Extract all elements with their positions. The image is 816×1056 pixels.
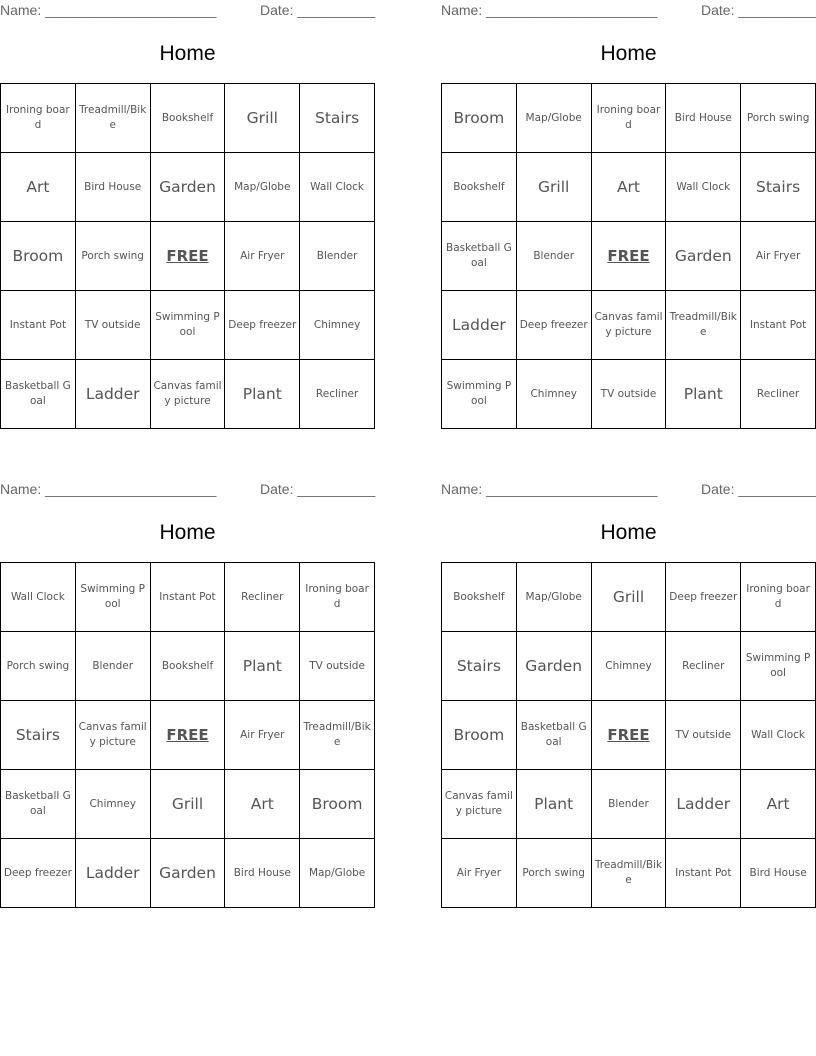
grid-row (1, 770, 375, 839)
bingo-card (0, 479, 375, 911)
card-title: Home (159, 521, 216, 544)
bingo-cell: Bookshelf (442, 563, 517, 632)
date-field-label: Date: __________ (701, 2, 816, 18)
bingo-cell: Plant (666, 360, 741, 429)
bingo-cell: Ladder (75, 839, 150, 908)
bingo-cell: Air Fryer (741, 222, 816, 291)
bingo-cell: Chimney (591, 632, 666, 701)
bingo-cell: Map/Globe (300, 839, 375, 908)
date-field-label: Date: __________ (701, 481, 816, 497)
grid-row (1, 563, 375, 632)
bingo-cell: Basketball Goal (516, 701, 591, 770)
bingo-card (441, 479, 816, 911)
bingo-cell: Bird House (75, 153, 150, 222)
bingo-card (0, 0, 375, 432)
bingo-cell: Swimming Pool (75, 563, 150, 632)
bingo-cell: Porch swing (741, 84, 816, 153)
bingo-cell: Air Fryer (225, 701, 300, 770)
grid-row (442, 701, 816, 770)
free-space: FREE (150, 701, 225, 770)
free-space: FREE (150, 222, 225, 291)
bingo-cell: Porch swing (516, 839, 591, 908)
grid-row (442, 84, 816, 153)
bingo-card (441, 0, 816, 432)
bingo-cell: Air Fryer (442, 839, 517, 908)
bingo-cell: Grill (516, 153, 591, 222)
bingo-cell: Canvas family picture (75, 701, 150, 770)
bingo-cell: Art (591, 153, 666, 222)
bingo-cell: TV outside (300, 632, 375, 701)
bingo-cell: Instant Pot (666, 839, 741, 908)
bingo-cell: Wall Clock (741, 701, 816, 770)
free-space: FREE (591, 222, 666, 291)
grid-row (442, 360, 816, 429)
bingo-cell: Garden (516, 632, 591, 701)
bingo-cell: Blender (300, 222, 375, 291)
bingo-cell: Blender (75, 632, 150, 701)
bingo-cell: TV outside (666, 701, 741, 770)
bingo-cell: Swimming Pool (741, 632, 816, 701)
grid-row (442, 632, 816, 701)
name-date-row (0, 481, 375, 499)
bingo-cell: Basketball Goal (442, 222, 517, 291)
grid-row (1, 360, 375, 429)
bingo-cell: Treadmill/Bike (300, 701, 375, 770)
bingo-cell: Map/Globe (516, 84, 591, 153)
bingo-cell: Basketball Goal (1, 770, 76, 839)
bingo-cell: Swimming Pool (150, 291, 225, 360)
bingo-grid (441, 562, 816, 908)
name-field-label: Name: ______________________ (0, 2, 217, 18)
bingo-cell: Porch swing (1, 632, 76, 701)
grid-row (442, 770, 816, 839)
bingo-cell: Ironing board (591, 84, 666, 153)
bingo-cell: Bookshelf (442, 153, 517, 222)
date-field-label: Date: __________ (260, 481, 376, 497)
bingo-cell: Broom (1, 222, 76, 291)
bingo-cell: TV outside (591, 360, 666, 429)
grid-row (1, 632, 375, 701)
bingo-cell: Treadmill/Bike (666, 291, 741, 360)
free-space: FREE (591, 701, 666, 770)
bingo-cell: Art (741, 770, 816, 839)
bingo-cell: Treadmill/Bike (75, 84, 150, 153)
bingo-cell: Recliner (741, 360, 816, 429)
bingo-cell: Recliner (225, 563, 300, 632)
bingo-cell: Ironing board (741, 563, 816, 632)
card-title: Home (600, 521, 657, 544)
bingo-cell: Garden (150, 153, 225, 222)
bingo-cell: Garden (666, 222, 741, 291)
bingo-cell: Broom (442, 701, 517, 770)
name-field-label: Name: ______________________ (0, 481, 217, 497)
bingo-cell: Plant (516, 770, 591, 839)
bingo-cell: Canvas family picture (150, 360, 225, 429)
bingo-cell: Bookshelf (150, 84, 225, 153)
bingo-cell: Recliner (666, 632, 741, 701)
bingo-cell: Stairs (1, 701, 76, 770)
grid-row (442, 222, 816, 291)
grid-row (1, 839, 375, 908)
bingo-cell: Instant Pot (1, 291, 76, 360)
bingo-cell: Blender (591, 770, 666, 839)
bingo-cell: Wall Clock (1, 563, 76, 632)
bingo-cell: Ironing board (300, 563, 375, 632)
bingo-cell: Stairs (300, 84, 375, 153)
bingo-cell: Porch swing (75, 222, 150, 291)
bingo-cell: Map/Globe (516, 563, 591, 632)
grid-row (442, 291, 816, 360)
bingo-cell: Chimney (75, 770, 150, 839)
bingo-cell: Recliner (300, 360, 375, 429)
bingo-cell: Garden (150, 839, 225, 908)
bingo-cell: Ladder (666, 770, 741, 839)
bingo-cell: Deep freezer (666, 563, 741, 632)
bingo-cell: Art (1, 153, 76, 222)
grid-row (442, 839, 816, 908)
bingo-cell: Wall Clock (300, 153, 375, 222)
bingo-cell: Chimney (300, 291, 375, 360)
bingo-grid (0, 562, 375, 908)
bingo-cell: Deep freezer (225, 291, 300, 360)
bingo-cell: Art (225, 770, 300, 839)
bingo-cell: Instant Pot (150, 563, 225, 632)
name-date-row (441, 2, 816, 20)
bingo-cell: Blender (516, 222, 591, 291)
card-title: Home (600, 42, 657, 65)
name-field-label: Name: ______________________ (441, 481, 658, 497)
bingo-cell: Canvas family picture (591, 291, 666, 360)
grid-row (1, 84, 375, 153)
bingo-cell: Stairs (442, 632, 517, 701)
bingo-cell: Ladder (75, 360, 150, 429)
bingo-cell: Broom (300, 770, 375, 839)
bingo-grid (0, 83, 375, 429)
bingo-cell: Stairs (741, 153, 816, 222)
bingo-cell: Ladder (442, 291, 517, 360)
bingo-cell: Bird House (225, 839, 300, 908)
bingo-cell: Map/Globe (225, 153, 300, 222)
bingo-cell: Chimney (516, 360, 591, 429)
grid-row (1, 153, 375, 222)
bingo-cell: Ironing board (1, 84, 76, 153)
date-field-label: Date: __________ (260, 2, 376, 18)
bingo-cell: Canvas family picture (442, 770, 517, 839)
grid-row (1, 222, 375, 291)
bingo-cell: Plant (225, 360, 300, 429)
grid-row (442, 563, 816, 632)
bingo-cell: Swimming Pool (442, 360, 517, 429)
name-field-label: Name: ______________________ (441, 2, 658, 18)
name-date-row (441, 481, 816, 499)
bingo-cell: Broom (442, 84, 517, 153)
bingo-cell: Deep freezer (1, 839, 76, 908)
grid-row (1, 291, 375, 360)
bingo-cell: TV outside (75, 291, 150, 360)
bingo-cell: Treadmill/Bike (591, 839, 666, 908)
grid-row (1, 701, 375, 770)
name-date-row (0, 2, 375, 20)
bingo-cell: Plant (225, 632, 300, 701)
bingo-cell: Bookshelf (150, 632, 225, 701)
bingo-cell: Basketball Goal (1, 360, 76, 429)
bingo-cell: Instant Pot (741, 291, 816, 360)
bingo-cell: Deep freezer (516, 291, 591, 360)
grid-row (442, 153, 816, 222)
bingo-cell: Grill (225, 84, 300, 153)
card-title: Home (159, 42, 216, 65)
bingo-cell: Grill (150, 770, 225, 839)
bingo-cell: Bird House (666, 84, 741, 153)
bingo-cell: Grill (591, 563, 666, 632)
bingo-cell: Wall Clock (666, 153, 741, 222)
bingo-cell: Bird House (741, 839, 816, 908)
bingo-grid (441, 83, 816, 429)
bingo-cell: Air Fryer (225, 222, 300, 291)
